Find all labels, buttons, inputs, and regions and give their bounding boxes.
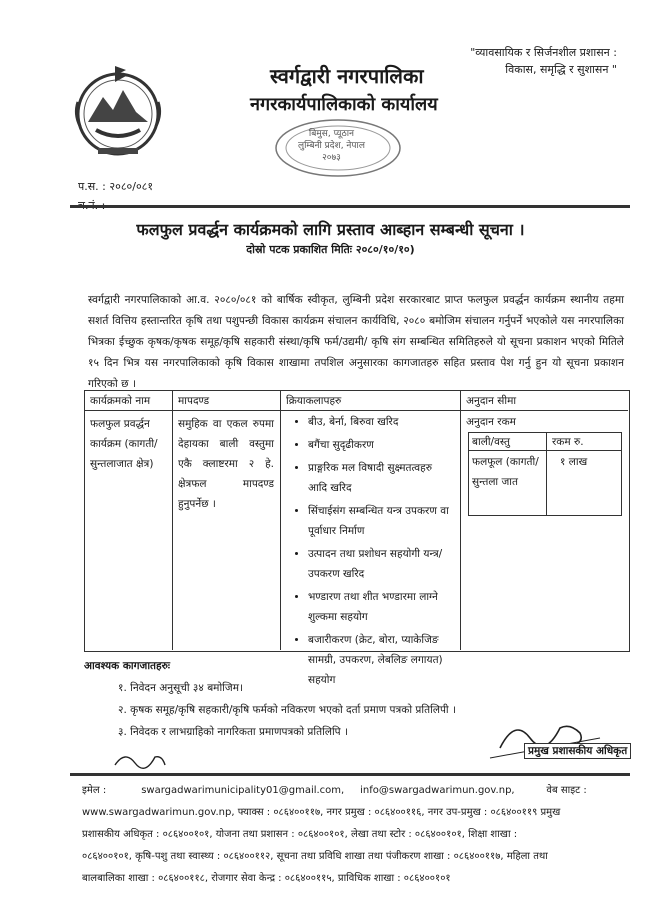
publication-date: दोस्रो पटक प्रकाशित मितिः २०८०/१०/१०) <box>246 243 415 256</box>
stamp-line-2: लुम्बिनी प्रदेश, नेपाल <box>298 141 365 151</box>
header-activities: क्रियाकलापहरु <box>286 395 342 407</box>
activity-item: • भण्डारण तथा शीत भण्डारमा लाग्ने शुल्कमा सहयोग <box>308 587 454 627</box>
slogan <box>470 44 617 78</box>
signature-icon <box>470 708 610 768</box>
contacts-line-3: ०८६४००१०१, कृषि-पशु तथा स्वास्थ्य : ०८६४००११२, सूचना तथा प्रविधि शाखा तथा पंजीकरण शाखा : ०८६४००११७, महिला तथा <box>82 851 548 862</box>
org-name: स्वर्गद्वारी नगरपालिका <box>270 64 424 88</box>
contacts-line-1: फ्याक्स : ०८६४००११७, नगर प्रमुख : ०८६४००११६, नगर उप-प्रमुख : ०८६४००११९ प्रमुख <box>237 807 561 818</box>
email-link[interactable]: swargadwarimunicipality01@gmail.com, <box>141 785 345 796</box>
activities-cell <box>286 412 454 693</box>
email-link[interactable]: info@swargadwarimun.gov.np, <box>360 785 515 796</box>
initials-icon <box>110 745 170 775</box>
stamp-line-3: २०७३ <box>322 153 341 163</box>
grant-header-amount: रकम रु. <box>552 436 584 448</box>
signatory-title: प्रमुख प्रशासकीय अधिकृत <box>524 743 631 759</box>
website-link[interactable]: www.swargadwarimun.gov.np, <box>82 807 235 818</box>
activity-item: • बगैंचा सुदृढीकरण <box>308 435 454 455</box>
grant-value: १ लाख <box>560 456 588 468</box>
stamp-text <box>298 128 365 164</box>
nepal-emblem-icon <box>68 62 168 162</box>
document-item: १. निवेदन अनुसूची ३४ बमोजिम। <box>118 682 243 694</box>
website-label: वेब साइट : <box>546 785 587 796</box>
header-grant-limit: अनुदान सीमा <box>466 395 517 407</box>
activity-item: • प्राङ्गरिक मल विषादी सुक्ष्मतत्वहरु आदि खरिद <box>308 458 454 498</box>
footer-line <box>82 802 634 824</box>
header-divider <box>70 205 630 208</box>
activities-list <box>286 412 454 690</box>
contacts-line-4: बालबालिका शाखा : ०८६४००११८, रोजगार सेवा केन्द्र : ०८६४००११५, प्राविधिक शाखा : ०८६४००१०१ <box>82 873 451 884</box>
notice-body: स्वर्गद्वारी नगरपालिकाको आ.व. २०८०/०८१ को बार्षिक स्वीकृत, लुम्बिनी प्रदेश सरकारबाट प्राप्त फलफुल प्रवर्द्धन कार्यक्रम स्थानीय तहमा सशर्त वित्तिय हस्तान्तरित कृषि तथा पशुपन्छी विकास कार्यक्रम संचालन कार्यविधि, २०८० बमोजिम संचालन गर्नुपर्ने भएकोले यस नगरपालिका भित्रका ईच्छुक कृषक/कृषक समूह/कृषि सहकारी संस्था/कृषि फर्म/उद्यमी/ कृषि संग सम्बन्धित समितिहरुले यो सूचना प्रकाशन भएको मितिले १५ दिन भित्र यस नगरपालिकाको कृषि विकास शाखामा तपशिल अनुसारका कागजातहरु सहित प्रस्ताव पेश गर्नु हुन यो सूचना प्रकाशन गरिएको छ । <box>88 294 624 390</box>
documents-list <box>84 677 456 743</box>
footer-divider <box>70 773 630 776</box>
notice-title: फलफुल प्रवर्द्धन कार्यक्रमको लागि प्रस्ताव आब्हान सम्बन्धी सूचना । <box>136 220 525 239</box>
reference-block <box>78 177 153 215</box>
document-item: २. कृषक समूह/कृषि सहकारी/कृषि फर्मको नविकरण भएको दर्ता प्रमाण पत्रको प्रतिलिपी । <box>118 704 456 716</box>
documents-heading: आवश्यक कागजातहरुः <box>84 660 171 672</box>
header-program: कार्यक्रमको नाम <box>90 395 151 407</box>
footer-contacts <box>82 780 634 890</box>
activity-item: • बीउ, बेर्ना, बिरुवा खरिद <box>308 412 454 432</box>
email-label: इमेल : <box>82 785 107 796</box>
grant-amount-label: अनुदान रकम <box>466 416 516 428</box>
slogan-line-1: "व्यावसायिक र सिर्जनशील प्रशासन : <box>470 46 617 59</box>
grant-header-crop: बाली/वस्तु <box>472 436 510 448</box>
activity-item: • बजारीकरण (क्रेट, बोरा, प्याकेजिङ सामग्री, उपकरण, लेबलिङ लगायत) सहयोग <box>308 630 454 690</box>
activity-item: • उत्पादन तथा प्रशोधन सहयोगी यन्त्र/उपकरण खरिद <box>308 544 454 584</box>
office-name: नगरकार्यपालिकाको कार्यालय <box>250 94 438 115</box>
contacts-line-2: प्रशासकीय अधिकृत : ०८६४००१०१, योजना तथा प्रशासन : ०८६४००१०१, लेखा तथा स्टोर : ०८६४००१०१, शिक्षा शाखा : <box>82 829 518 840</box>
grant-crop: फलफूल (कागती/सुन्तला जात <box>472 456 539 488</box>
required-documents <box>84 655 456 743</box>
slogan-line-2: विकास, समृद्धि र सुशासन " <box>505 63 617 76</box>
stamp-line-1: बिमुस, प्यूठान <box>308 129 355 139</box>
criteria-text: समुहिक वा एकल रुपमा देहायका बाली वस्तुमा एकै क्लाष्टरमा २ हे. क्षेत्रफल मापदण्ड हुनुपर्नेछ । <box>178 418 274 510</box>
program-name: फलफुल प्रवर्द्धन कार्यक्रम (कागती/सुन्तलाजात क्षेत्र) <box>90 418 158 470</box>
document-item: ३. निवेदक र लाभग्राहिको नागरिकता प्रमाणपत्रको प्रतिलिपि । <box>118 726 348 738</box>
activity-item: • सिंचाईसंग सम्बन्धित यन्त्र उपकरण वा पूर्वाधार निर्माण <box>308 501 454 541</box>
reference-number: प.स. : २०८०/०८१ <box>78 180 154 193</box>
header-criteria: मापदण्ड <box>178 395 210 407</box>
footer-email-row <box>82 780 634 802</box>
